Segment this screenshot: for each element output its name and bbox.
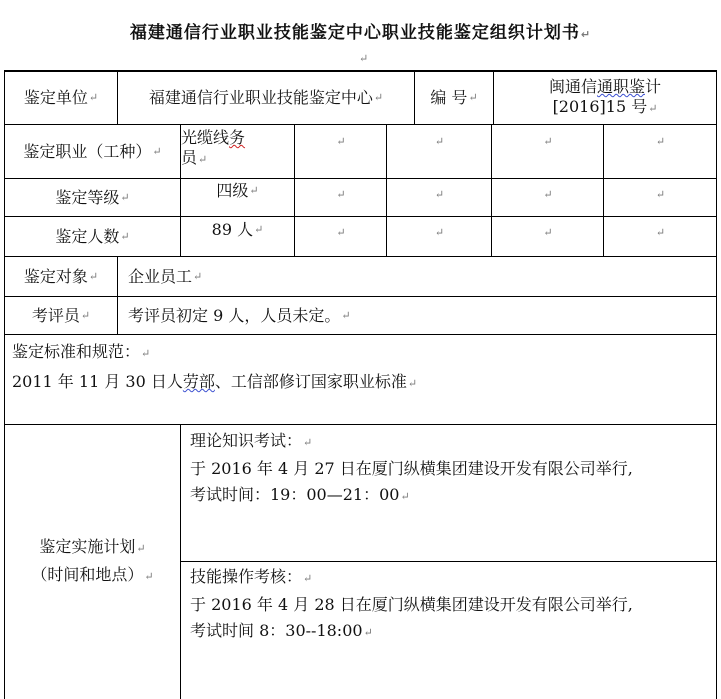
target-value: 企业员工 xyxy=(128,266,193,286)
standard-label-line xyxy=(12,340,712,366)
document-title xyxy=(0,18,721,43)
examiner-label: 考评员 xyxy=(31,305,80,325)
number-label: 编 号 xyxy=(430,88,468,107)
document-title-text: 福建通信行业职业技能鉴定中心职业技能鉴定组织计划书 xyxy=(129,23,580,43)
target-label: 鉴定对象 xyxy=(23,266,88,286)
level-label-cell xyxy=(5,179,180,216)
occupation-label: 鉴定职业（工种） xyxy=(23,141,152,161)
col-divider xyxy=(180,424,181,699)
empty-cell xyxy=(492,132,603,152)
target-label-cell xyxy=(5,257,117,296)
examiner-label-cell xyxy=(5,297,117,334)
examiner-value: 考评员初定 9 人，人员未定。 xyxy=(128,305,341,325)
occupation-value-part: 员 xyxy=(181,148,198,167)
number-value-part: 通职鉴 xyxy=(596,77,645,96)
number-value-part: 闽通信 xyxy=(548,77,597,96)
practice-exam-line2: 考试时间 8：30--18:00 xyxy=(190,621,363,640)
occupation-label-cell xyxy=(5,125,180,178)
cell-mark-icon: ↵ xyxy=(254,223,264,236)
theory-exam-line2: 考试时间：19：00—21：00 xyxy=(190,485,400,504)
paragraph-mark-icon: ↵ xyxy=(359,52,369,65)
cell-mark-icon: ↵ xyxy=(144,570,154,583)
number-value-cell xyxy=(494,72,716,124)
paragraph-mark-icon: ↵ xyxy=(580,28,592,41)
number-value-line1 xyxy=(549,77,661,97)
theory-exam-line1: 于 2016 年 4 月 27 日在厦门纵横集团建设开发有限公司举行, xyxy=(190,459,633,478)
plan-label-text: （时间和地点） xyxy=(31,565,144,584)
row-divider xyxy=(180,561,717,562)
number-label-cell xyxy=(415,72,493,124)
occupation-value-line2 xyxy=(181,148,207,170)
theory-exam-line2-wrap xyxy=(190,482,715,510)
cell-mark-icon: ↵ xyxy=(198,153,208,166)
cell-mark-icon: ↵ xyxy=(407,377,418,390)
empty-cell xyxy=(604,132,716,152)
cell-mark-icon: ↵ xyxy=(249,184,259,197)
number-value-part: [2016]15 号 xyxy=(552,97,648,116)
empty-cell xyxy=(604,185,716,205)
plan-label-line1 xyxy=(39,534,145,562)
plan-label-cell xyxy=(5,425,180,699)
cell-mark-icon: ↵ xyxy=(88,269,99,283)
standard-label: 鉴定标准和规范： xyxy=(12,342,141,361)
count-label: 鉴定人数 xyxy=(55,226,120,246)
cell-mark-icon: ↵ xyxy=(120,229,130,243)
cell-mark-icon: ↵ xyxy=(336,135,346,148)
empty-cell xyxy=(295,223,386,243)
plan-label-line2 xyxy=(31,562,153,590)
cell-mark-icon: ↵ xyxy=(341,308,351,322)
empty-cell xyxy=(492,223,603,243)
unit-value-cell xyxy=(118,72,414,124)
level-value-cell xyxy=(181,181,294,216)
cell-mark-icon: ↵ xyxy=(336,226,346,239)
unit-label-cell xyxy=(5,72,117,124)
cell-mark-icon: ↵ xyxy=(543,135,553,148)
number-value-part: 计 xyxy=(645,77,662,96)
cell-mark-icon: ↵ xyxy=(434,226,445,239)
practice-exam-line1: 于 2016 年 4 月 28 日在厦门纵横集团建设开发有限公司举行, xyxy=(190,595,633,614)
theory-exam-title: 理论知识考试： xyxy=(190,431,303,450)
count-value-cell xyxy=(181,220,294,256)
plan-label-text: 鉴定实施计划 xyxy=(39,537,136,556)
cell-mark-icon: ↵ xyxy=(136,542,146,555)
table-border-right xyxy=(716,70,717,699)
count-value: 89 人 xyxy=(211,220,254,239)
cell-mark-icon: ↵ xyxy=(655,188,666,201)
cell-mark-icon: ↵ xyxy=(655,226,666,239)
empty-cell xyxy=(492,185,603,205)
occupation-value-part: 光缆线 xyxy=(181,128,230,147)
level-value: 四级 xyxy=(216,181,249,200)
level-label: 鉴定等级 xyxy=(55,187,120,207)
occupation-value-part: 务 xyxy=(229,128,246,147)
cell-mark-icon: ↵ xyxy=(543,188,553,201)
cell-mark-icon: ↵ xyxy=(303,436,313,449)
cell-mark-icon: ↵ xyxy=(434,188,445,201)
cell-mark-icon: ↵ xyxy=(88,91,99,104)
empty-cell xyxy=(387,132,491,152)
target-value-cell xyxy=(118,257,716,296)
row-divider xyxy=(4,334,717,335)
practice-exam-block xyxy=(190,564,715,646)
unit-value: 福建通信行业职业技能鉴定中心 xyxy=(148,88,373,107)
cell-mark-icon: ↵ xyxy=(648,102,658,115)
theory-exam-title-line xyxy=(190,428,715,456)
cell-mark-icon: ↵ xyxy=(373,91,384,104)
standard-value-part: 、工信部修订国家职业标准 xyxy=(214,372,407,391)
empty-cell xyxy=(387,223,491,243)
practice-exam-title-line xyxy=(190,564,715,592)
examiner-value-cell xyxy=(118,297,716,334)
empty-cell xyxy=(387,185,491,205)
cell-mark-icon: ↵ xyxy=(120,190,130,204)
practice-exam-title: 技能操作考核： xyxy=(190,567,303,586)
empty-cell xyxy=(604,223,716,243)
cell-mark-icon: ↵ xyxy=(80,308,91,322)
standard-value-part: 2011 年 11 月 30 日人 xyxy=(12,372,183,391)
cell-mark-icon: ↵ xyxy=(141,347,151,360)
cell-mark-icon: ↵ xyxy=(152,144,162,158)
cell-mark-icon: ↵ xyxy=(655,135,666,148)
cell-mark-icon: ↵ xyxy=(543,226,553,239)
empty-cell xyxy=(295,185,386,205)
unit-label: 鉴定单位 xyxy=(23,88,88,107)
cell-mark-icon: ↵ xyxy=(400,490,410,503)
standard-block xyxy=(12,340,712,396)
cell-mark-icon: ↵ xyxy=(468,91,478,104)
theory-exam-block xyxy=(190,428,715,510)
occupation-value-line1 xyxy=(181,128,245,148)
standard-value-line xyxy=(12,370,712,396)
count-label-cell xyxy=(5,217,180,256)
number-value-line2 xyxy=(553,97,658,119)
standard-value-part: 劳部 xyxy=(182,372,215,391)
cell-mark-icon: ↵ xyxy=(336,188,346,201)
empty-cell xyxy=(295,132,386,152)
cell-mark-icon: ↵ xyxy=(363,626,373,639)
practice-exam-line2-wrap xyxy=(190,618,715,646)
cell-mark-icon: ↵ xyxy=(434,135,445,148)
occupation-value-cell xyxy=(181,128,294,178)
cell-mark-icon: ↵ xyxy=(193,269,203,283)
cell-mark-icon: ↵ xyxy=(303,572,313,585)
